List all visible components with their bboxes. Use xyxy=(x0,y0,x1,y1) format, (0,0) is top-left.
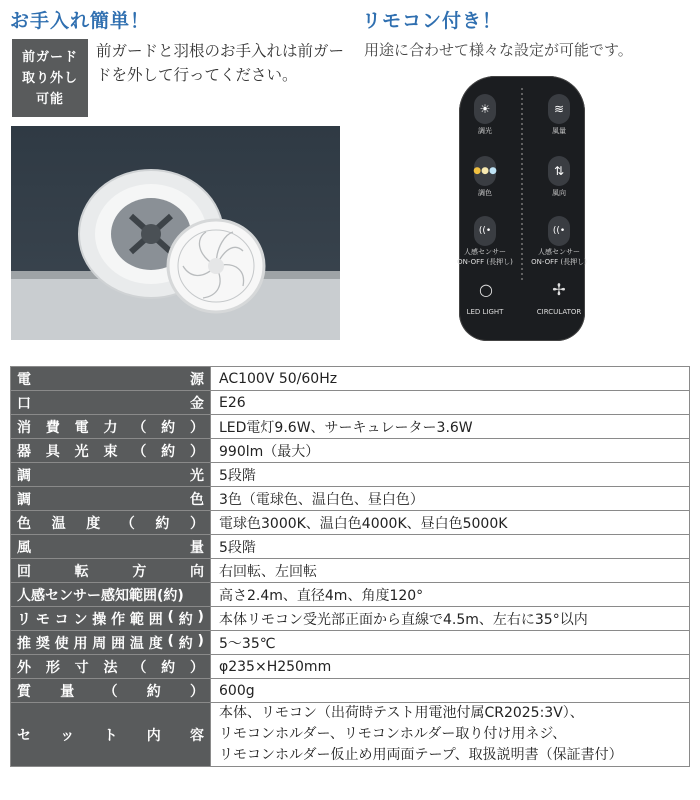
dimmer-button[interactable] xyxy=(474,94,496,124)
remote-description: 用途に合わせて様々な設定が可能です。 xyxy=(364,41,633,59)
spec-label-text: リ モ コ ン 操 作 範 囲 ( 約 ) xyxy=(17,608,204,628)
dimmer-label: 調光 xyxy=(478,127,492,135)
spec-label xyxy=(11,535,211,559)
spec-value xyxy=(211,607,690,631)
spec-row xyxy=(11,487,690,511)
color-dots-icon: ●●● xyxy=(473,166,497,176)
badge-line-1: 前ガード xyxy=(21,49,78,65)
spec-row xyxy=(11,679,690,703)
sensor-left-label: 人感センサー xyxy=(464,248,506,256)
sun-icon: ☀ xyxy=(479,102,491,116)
spec-value xyxy=(211,391,690,415)
spec-label-text: 推 奨 使 用 周 囲 温 度 ( 約 ) xyxy=(17,632,204,652)
spec-value-line: 5段階 xyxy=(219,467,256,484)
remote-title: リモコン付き！ xyxy=(362,10,503,32)
spec-label xyxy=(11,463,211,487)
badge-line-2: 取り外し xyxy=(21,70,78,86)
airflow-button[interactable] xyxy=(548,94,570,124)
sensor-icon: ((• xyxy=(552,226,566,236)
spec-value xyxy=(211,655,690,679)
spec-row xyxy=(11,703,690,767)
spec-label xyxy=(11,679,211,703)
led-light-label: LED LIGHT xyxy=(466,308,504,316)
spec-value-line: 5段階 xyxy=(219,539,256,556)
spec-value-line: リモコンホルダー、リモコンホルダー取り付け用ネジ、 xyxy=(219,726,567,742)
fan-icon[interactable]: ✢ xyxy=(552,280,566,299)
spec-row xyxy=(11,631,690,655)
spec-row xyxy=(11,583,690,607)
spec-label xyxy=(11,631,211,655)
spec-value xyxy=(211,631,690,655)
spec-label-text: 風 量 xyxy=(17,539,204,556)
spec-row xyxy=(11,391,690,415)
spec-label-text: 電 源 xyxy=(17,371,204,388)
spec-label-text: 外 形 寸 法 （ 約 ） xyxy=(17,659,204,676)
spec-value-line: 990lm（最大） xyxy=(219,443,320,460)
remote-control xyxy=(459,76,585,341)
spec-label-text: 人感センサー感知範囲(約) xyxy=(17,587,184,604)
spec-label xyxy=(11,607,211,631)
color-button[interactable] xyxy=(474,156,496,186)
spec-label-text: 口 金 xyxy=(17,395,204,412)
spec-row xyxy=(11,535,690,559)
spec-value xyxy=(211,487,690,511)
circulator-label: CIRCULATOR xyxy=(536,308,582,316)
direction-button[interactable] xyxy=(548,156,570,186)
sensor-right-label: 人感センサー xyxy=(538,248,580,256)
direction-label: 風向 xyxy=(552,189,566,197)
bulb-icon[interactable]: ○ xyxy=(479,280,493,299)
spec-label xyxy=(11,655,211,679)
spec-value-line: 電球色3000K、温白色4000K、昼白色5000K xyxy=(219,515,508,532)
spec-value-line: 5〜35℃ xyxy=(219,635,276,652)
spec-label-text: 調 色 xyxy=(17,491,204,508)
spec-row xyxy=(11,655,690,679)
product-photo xyxy=(11,126,340,340)
spec-row xyxy=(11,559,690,583)
spec-value xyxy=(211,367,690,391)
spec-value xyxy=(211,511,690,535)
spec-value xyxy=(211,415,690,439)
spec-value-line: AC100V 50/60Hz xyxy=(219,370,338,387)
spec-value xyxy=(211,535,690,559)
spec-row xyxy=(11,415,690,439)
color-label: 調色 xyxy=(478,189,492,197)
spec-value-line: LED電灯9.6W、サーキュレーター3.6W xyxy=(219,419,473,436)
spec-label xyxy=(11,487,211,511)
spec-value-line: 本体リモコン受光部正面から直線で4.5m、左右に35°以内 xyxy=(219,611,588,628)
spec-label-text: セ ッ ト 内 容 xyxy=(17,727,204,744)
airflow-label: 風量 xyxy=(552,127,566,135)
spec-label-text: 消 費 電 力 （ 約 ） xyxy=(17,419,204,436)
sensor-right-button[interactable] xyxy=(548,216,570,246)
spec-label-text: 質 量 （ 約 ） xyxy=(17,683,204,700)
spec-row xyxy=(11,511,690,535)
spec-label xyxy=(11,511,211,535)
spec-label xyxy=(11,415,211,439)
spec-label xyxy=(11,439,211,463)
spec-row xyxy=(11,463,690,487)
sensor-left-button[interactable] xyxy=(474,216,496,246)
arrows-icon: ⇅ xyxy=(553,164,565,178)
spec-table xyxy=(10,366,690,767)
spec-label-text: 回 転 方 向 xyxy=(17,563,204,580)
sensor-icon: ((• xyxy=(478,226,492,236)
sensor-right-sub: ON-OFF (長押し) xyxy=(531,258,587,266)
care-description: 前ガードと羽根のお手入れは前ガードを外して行ってください。 xyxy=(96,42,345,84)
spec-value-line: リモコンホルダー仮止め用両面テープ、取扱説明書（保証書付） xyxy=(219,747,623,763)
spec-label xyxy=(11,391,211,415)
spec-label xyxy=(11,583,211,607)
spec-label xyxy=(11,367,211,391)
spec-label-text: 色 温 度 （ 約 ） xyxy=(17,515,204,532)
spec-label xyxy=(11,703,211,767)
spec-value xyxy=(211,583,690,607)
spec-value-line: E26 xyxy=(219,394,246,411)
spec-label-text: 器 具 光 束 （ 約 ） xyxy=(17,443,204,460)
spec-value-line: 3色（電球色、温白色、昼白色） xyxy=(219,491,424,508)
sensor-left-sub: ON-OFF (長押し) xyxy=(457,258,513,266)
wind-icon: ≋ xyxy=(553,102,565,116)
removable-guard-badge xyxy=(12,39,88,117)
spec-value-line: 600g xyxy=(219,682,255,699)
spec-label-text: 調 光 xyxy=(17,467,204,484)
spec-value xyxy=(211,559,690,583)
spec-value-line: φ235×H250mm xyxy=(219,658,332,675)
spec-value-line: 本体、リモコン（出荷時テスト用電池付属CR2025:3V）、 xyxy=(219,705,584,721)
spec-row xyxy=(11,607,690,631)
care-title: お手入れ簡単！ xyxy=(10,10,151,32)
spec-value xyxy=(211,679,690,703)
spec-value xyxy=(211,703,690,767)
badge-line-3: 可能 xyxy=(35,91,64,107)
spec-value-line: 高さ2.4m、直径4m、角度120° xyxy=(219,587,424,604)
spec-label xyxy=(11,559,211,583)
spec-value xyxy=(211,463,690,487)
spec-value xyxy=(211,439,690,463)
spec-row xyxy=(11,367,690,391)
spec-row xyxy=(11,439,690,463)
spec-value-line: 右回転、左回転 xyxy=(219,563,317,580)
